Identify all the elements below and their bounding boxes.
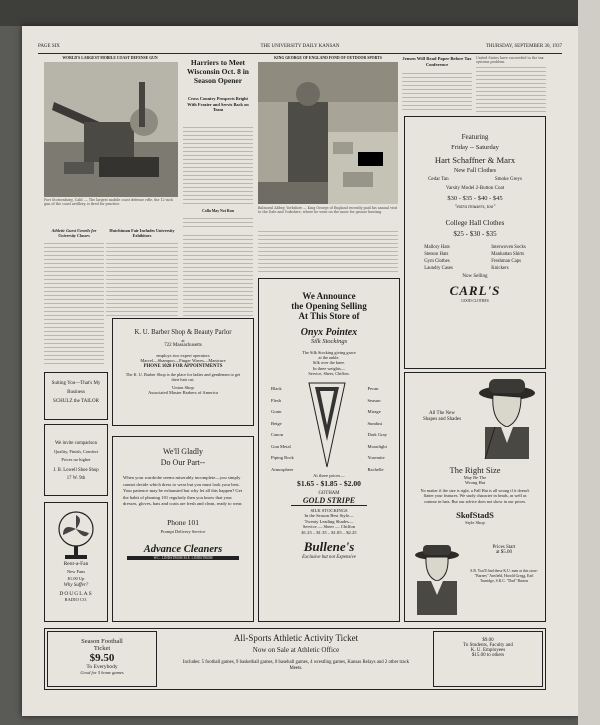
bullenes-tagline: Exclusive but not Expensive bbox=[302, 555, 356, 561]
advance-cleaners-ad bbox=[112, 436, 254, 622]
gotham: GOTHAM bbox=[318, 491, 340, 497]
onyx-sub1: The Silk Stocking giving grace bbox=[302, 350, 356, 355]
athletic-headline: Athletic Guest Unveils for University Classes bbox=[51, 228, 97, 238]
onyx-sub2: at the ankle. bbox=[318, 355, 340, 361]
season-ticket-box bbox=[47, 631, 157, 687]
advance-owners: W.C. LINDSTROM M.E. LINDSTROM bbox=[127, 556, 239, 560]
stocking-emblem-icon bbox=[307, 381, 347, 469]
harriers-article-text bbox=[183, 124, 253, 207]
right-size-may-be: May Be The bbox=[463, 475, 487, 480]
onyx-prices: $1.65 - $1.85 - $2.00 bbox=[297, 479, 361, 489]
bullenes-onyx-ad bbox=[258, 278, 400, 622]
gs-sub4: Service — Sheer — Chiffon bbox=[302, 524, 356, 530]
all-sports-title: All-Sports Athletic Activity Ticket bbox=[233, 633, 359, 643]
coast-gun-photo bbox=[44, 62, 178, 197]
suiting-line1: Suiting You—That's My bbox=[51, 381, 101, 386]
hat-man-illustration bbox=[475, 377, 537, 459]
fan-line3: $1.00 Up bbox=[67, 576, 85, 581]
suiting-line2: Business bbox=[67, 390, 85, 395]
color-item: Gun Metal bbox=[271, 443, 291, 449]
bullenes-logo: Bullene's bbox=[303, 539, 355, 555]
king-photo-caption: Balmoral Abbey, Yorkshire — King George of England recently paid his annual visit to the Dale and Yorkshire, where he went on the moor for grouse hunting. bbox=[258, 206, 398, 215]
carls-sub: GOOD CLOTHES bbox=[461, 299, 489, 303]
all-sports-events: Includes: 5 football games, 9 basketball games, 8 baseball games, 4 wrestling games, Kansas Relays and 2 other track Meets. bbox=[182, 660, 410, 672]
gun-photo-caption-title: WORLD'S LARGEST MOBILE COAST DEFENSE GUN bbox=[62, 56, 158, 60]
shoe-line1: J. B. Lowell Shoe Shop bbox=[53, 468, 99, 473]
harriers-continued-text bbox=[183, 232, 253, 316]
hat-man-small-illustration bbox=[411, 545, 463, 615]
season-line3: To Everybody bbox=[86, 664, 118, 670]
barber-address: 722 Massachusetts bbox=[164, 343, 202, 348]
color-item: Beige bbox=[271, 420, 282, 426]
fan-line2: New Fans bbox=[66, 569, 86, 574]
hart-featuring: Featuring bbox=[461, 133, 489, 141]
douglas-radio-fan-ad bbox=[44, 502, 108, 622]
skofstads-staff: S.R. You'll find these K.U. men at this store: "Barney" Arnfield, Harold Gregg, Earl Turnidge, S.K.C. "Dud" Burton bbox=[470, 569, 538, 583]
onyx-sub3: Silk over the knee. bbox=[312, 360, 346, 366]
jensen-article-text bbox=[402, 70, 472, 112]
all-sports-on-sale: Now on Sale at Athletic Office bbox=[252, 646, 340, 654]
season-price: $9.50 bbox=[89, 652, 115, 664]
hart-brand: Hart Schaffner & Marx bbox=[434, 155, 516, 165]
fan-line4: Why Suffer? bbox=[63, 583, 89, 588]
color-item: Dark Gray bbox=[367, 432, 387, 438]
gs-sub2: In the Season Best Style— bbox=[304, 513, 354, 519]
right-size-all-new bbox=[411, 411, 473, 423]
tax-article-text bbox=[476, 64, 546, 112]
price-start-value: at $5.00 bbox=[495, 550, 513, 555]
gs-sub3: Twenty Leading Shades— bbox=[304, 518, 354, 524]
harriers-subhead: Cross Country Prospects Bright With Frazier and Servis Back on Team bbox=[187, 96, 249, 112]
column3-article-text bbox=[258, 228, 398, 274]
right-size-title: The Right Size bbox=[449, 465, 501, 475]
gs-prices: $1.25 – $1.35 – $1.85 – $2.25 bbox=[301, 529, 357, 535]
onyx-colors-left bbox=[271, 383, 294, 475]
paper-title: THE UNIVERSITY DAILY KANSAN bbox=[260, 44, 340, 49]
color-item: Seasun bbox=[367, 397, 381, 403]
scan-right-edge bbox=[578, 0, 600, 725]
color-item: Rachelle bbox=[367, 466, 384, 472]
onyx-sub5: Service, Sheer, Chiffon. bbox=[308, 370, 350, 376]
gun-photo-caption: Fort Stotsenburg, Calif. — The largest mobile coast defense rifle, the 12-inch gun of the coast artillery, is fired for practice. bbox=[44, 198, 173, 207]
item: Laundry Cases bbox=[424, 266, 453, 271]
king-george-photo bbox=[258, 62, 398, 204]
color-item: Piping Rock bbox=[271, 455, 294, 461]
shoe-line2: 17 W. 9th bbox=[66, 476, 86, 481]
hart-schaffner-ad bbox=[404, 116, 546, 369]
advance-title2: Do Our Part-- bbox=[160, 458, 206, 467]
advance-title1: We'll Gladly bbox=[162, 447, 204, 456]
hart-varsity: Varsity Model 2-Button Coat bbox=[445, 186, 505, 191]
onyx-sub4: In three weights— bbox=[313, 365, 345, 371]
hart-smoke: Smoke Greys bbox=[494, 177, 522, 182]
hart-items-left bbox=[424, 244, 453, 272]
student-line4: $15.00 to others bbox=[471, 653, 505, 658]
hart-prices: $30 - $35 - $40 - $45 bbox=[447, 195, 503, 202]
masthead-line bbox=[38, 44, 562, 52]
item: Mallory Hats bbox=[424, 245, 450, 250]
king-photo-illustration bbox=[258, 62, 398, 204]
skofstads-logo: SkofStadS bbox=[456, 510, 494, 521]
student-line1: $9.00 bbox=[482, 638, 494, 643]
student-line3: K. U. Employees bbox=[470, 648, 506, 653]
advance-body: When your wardrobe seems miserably incomplete—you simply cannot decide which dress to wear but you must look your best. Your patience may be exhausted but why let all this happen? Get the habit of phoning 101 regularly then you know that your dresses, gloves, hats and coats are fresh and clean, ready to wear. bbox=[123, 475, 243, 507]
barber-shop-ad bbox=[112, 318, 254, 426]
color-item: Moonlight bbox=[367, 443, 387, 449]
shapes-text: Shapes and Shades bbox=[422, 417, 462, 422]
fan-icon bbox=[51, 509, 101, 561]
invite-line2: Quality, Finish, Comfort bbox=[53, 449, 99, 454]
fan-line5: DOUGLAS bbox=[59, 591, 93, 597]
color-item: Mirage bbox=[367, 409, 381, 415]
item: Freshman Caps bbox=[491, 259, 521, 264]
onyx-announce2: the Opening Selling bbox=[291, 301, 367, 311]
onyx-silk: Silk Stockings bbox=[310, 338, 348, 345]
item: Interwoven Socks bbox=[491, 245, 526, 250]
all-new-text: All The New bbox=[428, 411, 455, 416]
colla-text bbox=[183, 215, 253, 229]
barber-phone: PHONE 1028 FOR APPOINTMENTS bbox=[143, 364, 223, 369]
page-number: PAGE SIX bbox=[38, 44, 60, 49]
hart-cedar: Cedar Tan bbox=[428, 177, 449, 182]
coast-gun-illustration bbox=[44, 62, 178, 197]
hart-now-selling: Now Selling bbox=[462, 274, 488, 279]
onyx-announce3: At This Store of bbox=[298, 311, 360, 321]
color-item: Flesh bbox=[271, 397, 281, 403]
onyx-three-prices: At three prices— bbox=[313, 473, 345, 479]
color-item: Canon bbox=[271, 432, 283, 438]
right-size-hat-ad bbox=[404, 372, 546, 622]
skofstads-style: Style Shop bbox=[465, 520, 485, 526]
issue-date: THURSDAY, SEPTEMBER 30, 1937 bbox=[485, 44, 562, 49]
suiting-line3: SCHULZ the TAILOR bbox=[53, 399, 99, 404]
carls-logo: CARL'S bbox=[449, 283, 501, 298]
advance-prompt: Prompt Delivery Service bbox=[160, 528, 206, 534]
color-item: Grain bbox=[271, 409, 282, 415]
header-rule bbox=[38, 53, 562, 54]
lowell-shoe-ad bbox=[44, 424, 108, 496]
student-ticket-box bbox=[433, 631, 543, 687]
athletic-ticket-ad bbox=[44, 628, 546, 690]
fan-line1: Rent-a-Fan bbox=[63, 561, 89, 567]
item: Knickers bbox=[491, 266, 509, 271]
student-line2: To Students, Faculty and bbox=[463, 643, 513, 648]
advance-phone: Phone 101 bbox=[167, 517, 199, 527]
harriers-headline: Harriers to Meet Wisconsin Oct. 8 in Season Opener bbox=[187, 58, 249, 85]
college-hall: College Hall Clothes bbox=[445, 219, 505, 227]
onyx-colors-right bbox=[367, 383, 387, 475]
barber-at: at bbox=[181, 338, 185, 343]
hart-extra-trousers: "extra trousers, too" bbox=[454, 205, 496, 210]
onyx-brand: Onyx Pointex bbox=[300, 327, 358, 338]
barber-services: Marcel—Shampoo—Finger Waves—Manicure bbox=[140, 358, 226, 363]
athletic-article-text bbox=[44, 240, 104, 365]
hart-new-fall: New Fall Clothes bbox=[454, 168, 496, 174]
onyx-announce1: We Announce bbox=[302, 291, 356, 301]
hutchinson-text bbox=[106, 240, 178, 316]
invite-line1: We invite comparison bbox=[55, 441, 97, 446]
hart-items-right bbox=[491, 244, 526, 272]
barber-employs: employs two expert operators bbox=[156, 353, 210, 358]
season-line4: Good for 5 home games bbox=[80, 670, 124, 675]
right-size-wrong: Wrong Hat bbox=[465, 480, 485, 485]
barber-assoc: Associated Master Barbers of America bbox=[148, 390, 218, 396]
scan-top-edge bbox=[0, 0, 600, 26]
advance-brand: Advance Cleaners bbox=[143, 543, 223, 555]
hart-days: Friday -- Saturday bbox=[451, 144, 499, 151]
color-item: Pecan bbox=[367, 386, 379, 392]
item: Stetson Hats bbox=[424, 252, 449, 257]
college-prices: $25 - $30 - $35 bbox=[453, 230, 497, 238]
prices-start: Prices Start bbox=[492, 545, 516, 550]
invite-line3: Prices no higher bbox=[61, 457, 91, 462]
season-line1: Season Football bbox=[81, 638, 123, 645]
right-size-body: No matter if the size is right, a Fall Hat is all wrong if it doesn't flatter your features. We study character in heads, as well as contour in hats. But our advice does not show in our prices. bbox=[420, 488, 530, 504]
colla-subhead: Colla May Not Run bbox=[202, 209, 234, 213]
color-item: Yosemite bbox=[367, 455, 385, 461]
barber-union: Union Shop bbox=[172, 385, 194, 391]
king-photo-caption-title: KING GEORGE OF ENGLAND FOND OF OUTDOOR SPORTS bbox=[274, 56, 382, 60]
color-item: Black bbox=[271, 386, 282, 392]
barber-note: The K. U. Barber Shop is the place for ladies and gentlemen to get their hair cut. bbox=[125, 372, 241, 383]
color-item: Sundust bbox=[367, 420, 383, 426]
season-line2: Ticket bbox=[93, 645, 111, 652]
item: Manhattan Shirts bbox=[491, 252, 525, 257]
gs-sub1: SILK STOCKINGS bbox=[310, 508, 348, 514]
fan-line6: RADIO CO. bbox=[64, 597, 88, 602]
item: Gym Clothes bbox=[424, 259, 450, 264]
barber-title: K. U. Barber Shop & Beauty Parlor bbox=[134, 329, 232, 336]
gold-stripe-logo: GOLD STRIPE bbox=[291, 496, 367, 506]
color-item: Atmosphere bbox=[271, 466, 294, 472]
jensen-headline: Jensen Will Read Paper Before Tax Conference bbox=[402, 56, 472, 67]
hutchinson-headline: Hutchinson Fair Includes University Exhibitors bbox=[109, 228, 175, 238]
column4-text-right: United States have succeeded to the tax systems problem. bbox=[476, 56, 544, 64]
schulz-tailor-ad bbox=[44, 372, 108, 420]
